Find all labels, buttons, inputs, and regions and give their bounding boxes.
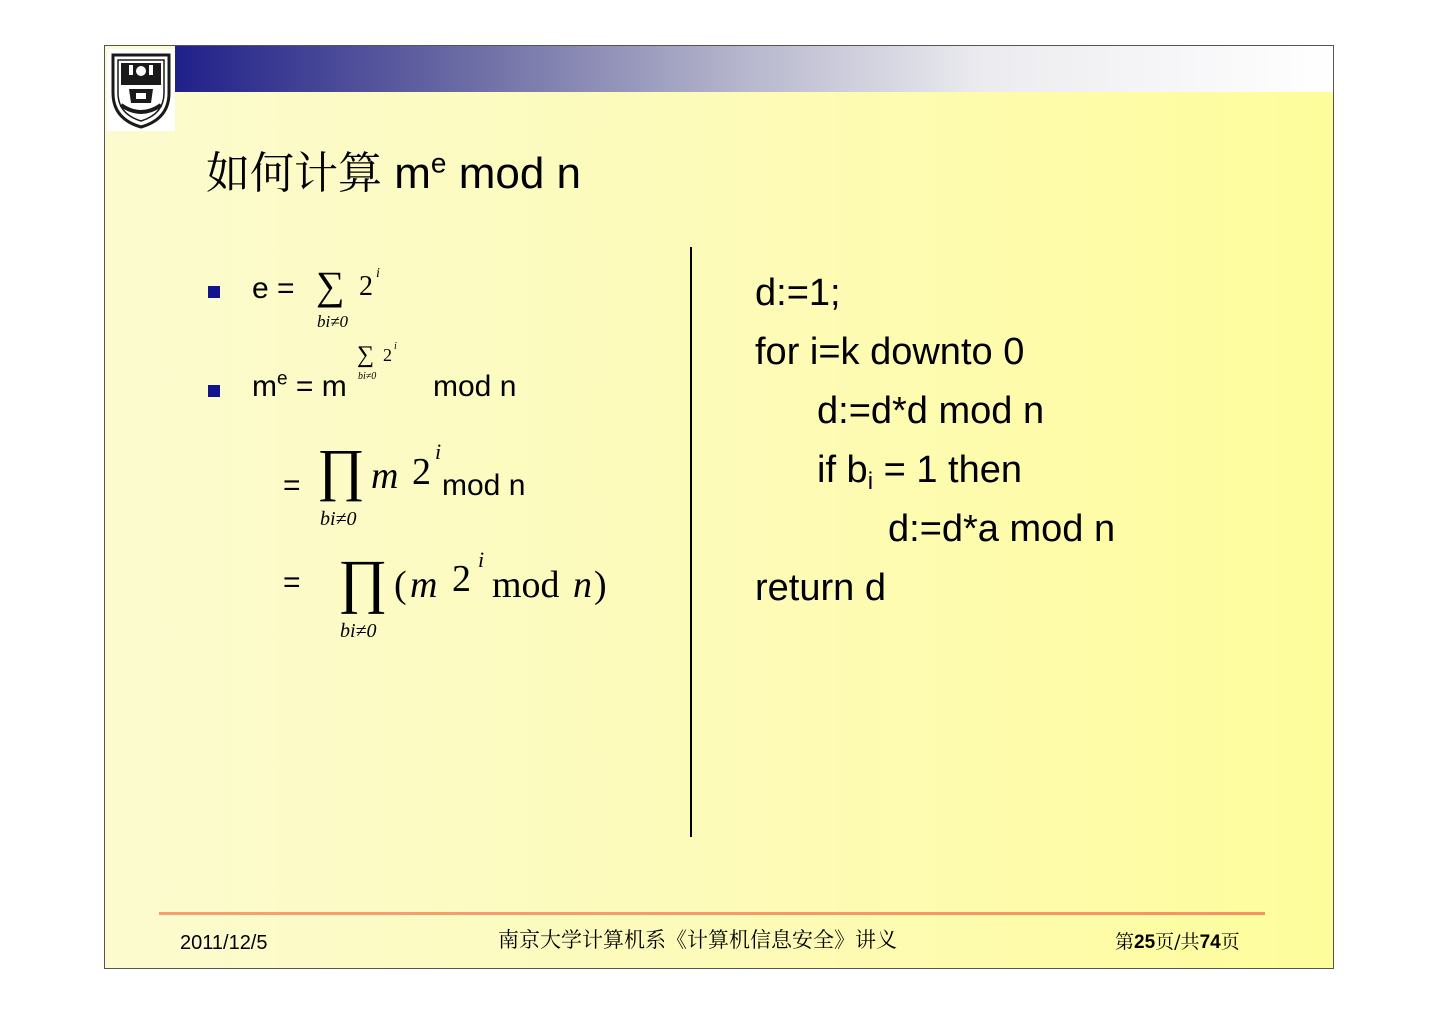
slide-title bbox=[206, 144, 581, 204]
column-divider bbox=[690, 247, 692, 837]
product2-subscript: bi≠0 bbox=[340, 620, 377, 642]
product2-m: m bbox=[410, 564, 438, 606]
product-subscript: bi≠0 bbox=[320, 508, 357, 530]
code-line-4 bbox=[817, 448, 1023, 496]
product-symbol: ∏ bbox=[317, 437, 365, 502]
footer-divider-line bbox=[159, 912, 1265, 915]
product2-n: n bbox=[573, 564, 592, 606]
product2-mod: mod bbox=[492, 564, 560, 606]
code-line-1: d:=1; bbox=[755, 272, 841, 314]
item1-prefix: e = bbox=[252, 272, 295, 305]
sum-symbol: ∑ bbox=[316, 263, 345, 308]
eq-sign-line4: = bbox=[283, 566, 301, 599]
product2-two: 2 bbox=[452, 558, 471, 600]
title-exponent: e bbox=[430, 147, 447, 179]
code-line-6: return d bbox=[755, 567, 886, 609]
code-line-5: d:=d*a mod n bbox=[888, 508, 1116, 550]
small-sum-i: i bbox=[394, 341, 397, 352]
slide bbox=[104, 45, 1334, 969]
footer-date: 2011/12/5 bbox=[180, 932, 268, 954]
item2-expression bbox=[252, 370, 347, 404]
item2-exponent-e: e bbox=[277, 368, 288, 390]
product2-i: i bbox=[478, 547, 485, 572]
footer-page-post: 页 bbox=[1220, 931, 1240, 953]
code-line-2: for i=k downto 0 bbox=[755, 331, 1025, 373]
eq-sign-line3: = bbox=[283, 469, 301, 502]
footer-page-number bbox=[1115, 929, 1240, 956]
product-m: m bbox=[371, 455, 399, 497]
bullet-square-1 bbox=[208, 286, 220, 298]
footer-page-mid: 页/共 bbox=[1155, 931, 1200, 953]
item2-eq-m: = m bbox=[287, 370, 347, 403]
product-i: i bbox=[435, 439, 442, 464]
sum-subscript: bi≠0 bbox=[317, 312, 349, 331]
university-emblem-logo bbox=[107, 49, 175, 131]
item2-m: m bbox=[252, 370, 277, 403]
product-two: 2 bbox=[412, 451, 431, 493]
title-rest: mod n bbox=[446, 149, 581, 198]
product2-close-paren: ) bbox=[594, 564, 607, 606]
header-gradient-bar bbox=[175, 46, 1334, 92]
sum-base-two: 2 bbox=[359, 271, 373, 302]
small-sum-subscript: bi≠0 bbox=[358, 371, 377, 382]
product2-symbol: ∏ bbox=[338, 548, 388, 614]
footer-page-total: 74 bbox=[1199, 932, 1221, 953]
footer-course-title: 南京大学计算机系《计算机信息安全》讲义 bbox=[498, 928, 897, 952]
small-sum-symbol: ∑ bbox=[357, 342, 375, 368]
code-line-4-sub: i bbox=[867, 468, 874, 496]
title-main: 如何计算 m bbox=[206, 149, 431, 198]
code-line-4-b: = 1 then bbox=[873, 449, 1023, 491]
footer-page-pre: 第 bbox=[1115, 931, 1135, 953]
item2-mod-n: mod n bbox=[433, 370, 517, 403]
line3-mod-n: mod n bbox=[442, 469, 526, 502]
bullet-square-2 bbox=[208, 385, 220, 397]
small-sum-two: 2 bbox=[383, 345, 392, 365]
product2-open-paren: ( bbox=[394, 564, 407, 606]
code-line-4-a: if b bbox=[817, 449, 868, 491]
sum-exponent-i: i bbox=[376, 266, 380, 281]
footer-page-current: 25 bbox=[1134, 932, 1156, 953]
code-line-3: d:=d*d mod n bbox=[817, 390, 1045, 432]
